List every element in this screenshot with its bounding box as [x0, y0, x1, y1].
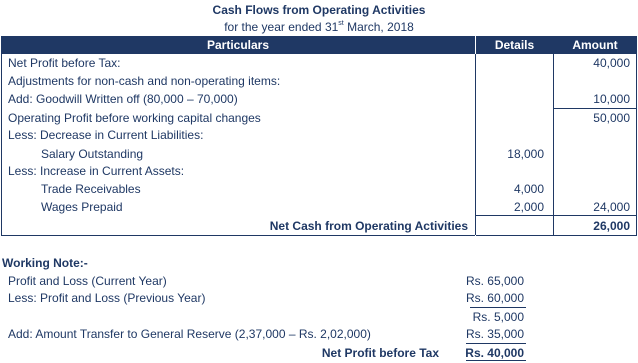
working-note-value: Rs. 5,000 — [472, 310, 524, 324]
working-note-rule — [466, 343, 526, 344]
amount-subtotal-rule — [554, 108, 636, 109]
table-row-label: Trade Receivables — [41, 182, 141, 196]
net-cash-amount: 26,000 — [593, 219, 630, 233]
working-note-heading: Working Note:- — [2, 256, 88, 270]
working-note-rule — [470, 307, 526, 308]
subtitle-suffix: March, 2018 — [343, 20, 414, 34]
working-note-value: Rs. 35,000 — [465, 327, 524, 341]
details-total-rule — [476, 215, 553, 216]
working-note-total-label: Net Profit before Tax — [321, 346, 439, 360]
net-cash-label: Net Cash from Operating Activities — [269, 219, 468, 233]
column-header-amount: Amount — [572, 38, 618, 52]
statement-subtitle — [0, 19, 638, 35]
table-row-details: 4,000 — [513, 182, 544, 196]
table-row-amount: 24,000 — [593, 200, 630, 214]
table-row-amount: 40,000 — [593, 56, 630, 70]
table-row-label: Salary Outstanding — [41, 147, 144, 161]
table-row-amount: 50,000 — [593, 111, 630, 125]
table-row-label: Operating Profit before working capital changes — [8, 111, 261, 125]
column-header-details: Details — [494, 38, 535, 52]
table-right-border — [636, 36, 637, 236]
table-row-details: 2,000 — [513, 200, 544, 214]
table-row-label: Net Profit before Tax: — [8, 56, 121, 70]
table-top-border — [1, 36, 636, 37]
table-row-amount: 10,000 — [593, 92, 630, 106]
table-row-label: Add: Goodwill Written off (80,000 – 70,000) — [8, 92, 238, 106]
working-note-label: Profit and Loss (Current Year) — [8, 274, 167, 288]
table-row-details: 18,000 — [507, 147, 544, 161]
working-note-total-rule — [466, 360, 526, 361]
subtitle-superscript: st — [338, 20, 344, 27]
column-header-particulars: Particulars — [206, 38, 270, 52]
table-left-border — [1, 36, 2, 236]
table-row-label: Adjustments for non-cash and non-operating items: — [8, 74, 281, 88]
working-note-value: Rs. 60,000 — [465, 291, 524, 305]
table-row-label: Less: Decrease in Current Liabilities: — [8, 128, 204, 142]
subtitle-prefix: for the year ended 31 — [224, 20, 339, 34]
amount-total-rule — [554, 215, 636, 216]
working-note-label: Less: Profit and Loss (Previous Year) — [8, 291, 206, 305]
table-bottom-border — [1, 235, 636, 236]
working-note-label: Add: Amount Transfer to General Reserve (2,37,000 – Rs. 2,02,000) — [8, 327, 371, 341]
statement-title: Cash Flows from Operating Activities — [212, 3, 426, 17]
table-row-label: Less: Increase in Current Assets: — [8, 164, 185, 178]
working-note-value: Rs. 65,000 — [465, 274, 524, 288]
working-note-total-value: Rs. 40,000 — [465, 346, 524, 360]
table-row-label: Wages Prepaid — [41, 200, 123, 214]
